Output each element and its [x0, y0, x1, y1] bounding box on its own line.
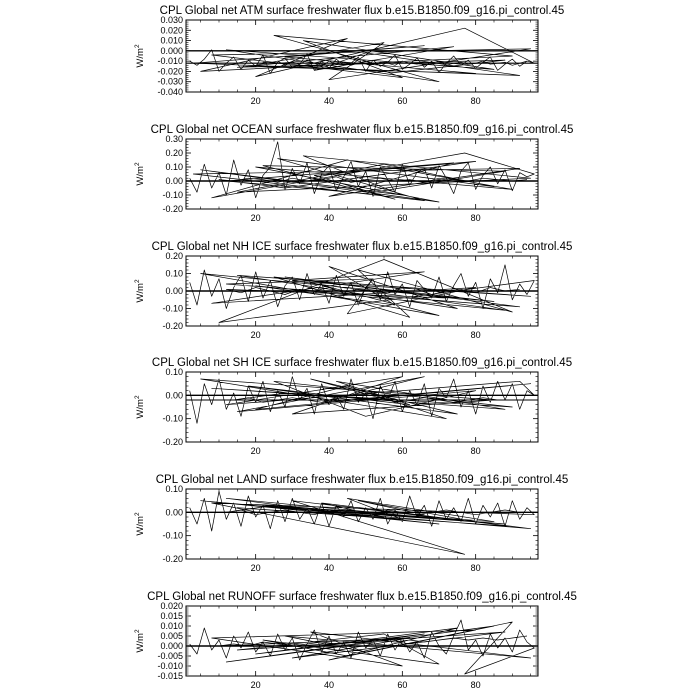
x-tick-label: 20 [250, 96, 261, 106]
x-tick-label: 60 [397, 213, 408, 223]
x-tick-label: 60 [397, 330, 408, 340]
y-tick-label: 0.020 [160, 601, 183, 611]
y-tick-label: 0.30 [165, 134, 183, 144]
y-tick-label: -0.20 [162, 321, 183, 331]
y-tick-label: -0.20 [162, 437, 183, 447]
y-tick-label: 0.10 [165, 484, 183, 494]
panel-4 [134, 357, 572, 456]
panel-title: CPL Global net SH ICE surface freshwater flux b.e15.B1850.f09_g16.pi_control.45 [151, 357, 573, 369]
x-tick-label: 40 [323, 680, 335, 690]
x-tick-label: 80 [470, 446, 481, 456]
y-tick-label: -0.030 [157, 76, 183, 87]
y-axis-label: $W/m^2$ [134, 279, 146, 303]
series-line [190, 28, 535, 81]
x-tick-label: 80 [470, 680, 481, 690]
y-tick-label: 0.00 [165, 176, 183, 186]
x-tick-label: 20 [250, 563, 261, 573]
y-tick-label: 0.010 [160, 35, 183, 46]
y-tick-label: -0.10 [162, 413, 183, 424]
y-tick-label: 0.010 [160, 621, 183, 631]
panel-title: CPL Global net OCEAN surface freshwater flux b.e15.B1850.f09_g16.pi_control.45 [150, 124, 574, 136]
series-line [190, 142, 535, 202]
x-tick-label: 40 [323, 563, 335, 573]
x-tick-label: 40 [323, 330, 335, 340]
x-tick-label: 60 [397, 446, 408, 456]
y-tick-label: 0.10 [165, 268, 183, 279]
y-axis-label: $W/m^2$ [134, 395, 146, 419]
y-tick-label: 0.030 [160, 15, 183, 25]
panel-2 [134, 124, 573, 223]
y-tick-label: -0.10 [162, 303, 183, 314]
panel-6 [134, 591, 577, 690]
y-tick-label: -0.040 [157, 87, 183, 97]
panel-title: CPL Global net LAND surface freshwater flux b.e15.B1850.f09_g16.pi_control.45 [155, 474, 569, 486]
x-tick-label: 60 [397, 680, 408, 690]
y-tick-label: 0.005 [160, 631, 183, 641]
y-tick-label: -0.010 [157, 56, 183, 67]
series-line [190, 491, 535, 554]
y-tick-label: 0.000 [160, 641, 183, 651]
y-tick-label: 0.00 [165, 286, 183, 296]
y-tick-label: -0.20 [162, 554, 183, 564]
y-tick-label: 0.00 [165, 507, 183, 518]
x-tick-label: 20 [250, 680, 261, 690]
y-tick-label: 0.10 [165, 162, 183, 172]
x-tick-label: 60 [397, 563, 408, 573]
y-axis-label: $W/m^2$ [134, 512, 146, 536]
x-tick-label: 40 [323, 446, 335, 456]
y-tick-label: -0.20 [162, 204, 183, 214]
y-tick-label: -0.015 [157, 671, 183, 681]
panel-title: CPL Global net ATM surface freshwater flux b.e15.B1850.f09_g16.pi_control.45 [159, 5, 565, 17]
y-tick-label: 0.10 [165, 367, 183, 377]
x-tick-label: 80 [470, 96, 481, 106]
y-axis-label: $W/m^2$ [134, 629, 146, 653]
plot-frame [186, 372, 538, 442]
y-axis-label: $W/m^2$ [134, 162, 146, 186]
plot-frame [186, 606, 538, 676]
panel-3 [134, 241, 572, 340]
y-tick-label: 0.00 [165, 390, 183, 401]
x-tick-label: 20 [250, 213, 261, 223]
y-tick-label: -0.010 [157, 661, 183, 671]
x-tick-label: 20 [250, 446, 261, 456]
panel-title: CPL Global net NH ICE surface freshwater flux b.e15.B1850.f09_g16.pi_control.45 [151, 241, 573, 253]
y-tick-label: 0.20 [165, 148, 183, 158]
x-tick-label: 20 [250, 330, 261, 340]
x-tick-label: 40 [323, 96, 335, 106]
panel-5 [134, 474, 568, 573]
y-tick-label: -0.005 [157, 651, 183, 661]
x-tick-label: 40 [323, 213, 335, 223]
y-tick-label: -0.10 [162, 190, 183, 200]
series-line [190, 620, 535, 674]
y-tick-label: -0.10 [162, 530, 183, 541]
y-tick-label: 0.000 [160, 45, 183, 56]
panel-1 [134, 5, 564, 106]
y-axis-label: $W/m^2$ [134, 44, 146, 68]
x-tick-label: 80 [470, 563, 481, 573]
x-tick-label: 80 [470, 213, 481, 223]
y-tick-label: 0.20 [165, 251, 183, 261]
x-tick-label: 80 [470, 330, 481, 340]
y-tick-label: 0.015 [160, 611, 183, 621]
panel-title: CPL Global net RUNOFF surface freshwater flux b.e15.B1850.f09_g16.pi_control.45 [147, 591, 577, 603]
y-tick-label: -0.020 [157, 66, 183, 77]
x-tick-label: 60 [397, 96, 408, 106]
y-tick-label: 0.020 [160, 25, 183, 36]
